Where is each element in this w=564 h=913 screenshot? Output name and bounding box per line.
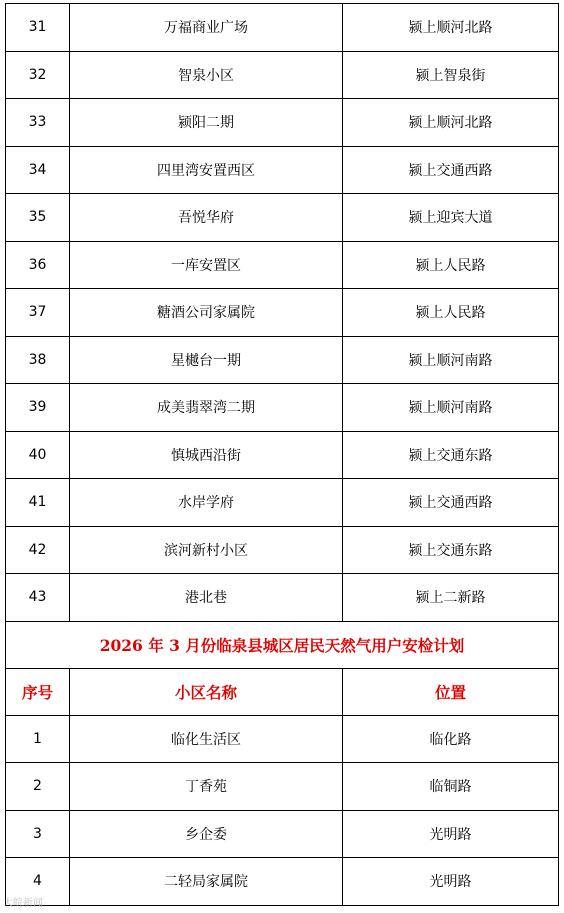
table-body-top bbox=[6, 4, 559, 622]
table-row bbox=[6, 763, 559, 811]
table-row bbox=[6, 51, 559, 99]
cell-location: 颍上智泉街 bbox=[343, 51, 559, 99]
cell-location: 临化路 bbox=[343, 715, 559, 763]
cell-no: 1 bbox=[6, 715, 70, 763]
table-row bbox=[6, 194, 559, 242]
cell-no: 4 bbox=[6, 858, 70, 906]
cell-name: 慎城西沿街 bbox=[70, 431, 343, 479]
cell-location: 光明路 bbox=[343, 810, 559, 858]
cell-location: 颍上交通西路 bbox=[343, 146, 559, 194]
cell-name: 一库安置区 bbox=[70, 241, 343, 289]
cell-no: 39 bbox=[6, 384, 70, 432]
cell-name: 二轻局家属院 bbox=[70, 858, 343, 906]
cell-no: 3 bbox=[6, 810, 70, 858]
cell-name: 颍阳二期 bbox=[70, 99, 343, 147]
table-row bbox=[6, 574, 559, 622]
section-title: 2026 年 3 月份临泉县城区居民天然气用户安检计划 bbox=[6, 621, 559, 668]
table-row bbox=[6, 858, 559, 906]
cell-name: 港北巷 bbox=[70, 574, 343, 622]
table-row bbox=[6, 4, 559, 52]
cell-location: 光明路 bbox=[343, 858, 559, 906]
table-body-bottom bbox=[6, 715, 559, 905]
cell-name: 水岸学府 bbox=[70, 479, 343, 527]
table-row bbox=[6, 431, 559, 479]
gas-inspection-table bbox=[5, 3, 559, 906]
cell-location: 颍上顺河南路 bbox=[343, 384, 559, 432]
cell-no: 31 bbox=[6, 4, 70, 52]
cell-no: 36 bbox=[6, 241, 70, 289]
cell-location: 颍上顺河北路 bbox=[343, 4, 559, 52]
table-row bbox=[6, 241, 559, 289]
cell-no: 34 bbox=[6, 146, 70, 194]
table-row bbox=[6, 810, 559, 858]
cell-name: 糖酒公司家属院 bbox=[70, 289, 343, 337]
table-row bbox=[6, 289, 559, 337]
section-title-row bbox=[6, 621, 559, 668]
cell-name: 四里湾安置西区 bbox=[70, 146, 343, 194]
cell-name: 乡企委 bbox=[70, 810, 343, 858]
cell-name: 滨河新村小区 bbox=[70, 526, 343, 574]
cell-location: 颍上交通东路 bbox=[343, 431, 559, 479]
cell-name: 星樾台一期 bbox=[70, 336, 343, 384]
cell-name: 智泉小区 bbox=[70, 51, 343, 99]
table-row bbox=[6, 99, 559, 147]
cell-name: 万福商业广场 bbox=[70, 4, 343, 52]
cell-name: 吾悦华府 bbox=[70, 194, 343, 242]
table-row bbox=[6, 479, 559, 527]
cell-location: 临铜路 bbox=[343, 763, 559, 811]
cell-no: 40 bbox=[6, 431, 70, 479]
header-name: 小区名称 bbox=[70, 668, 343, 715]
cell-no: 32 bbox=[6, 51, 70, 99]
cell-name: 丁香苑 bbox=[70, 763, 343, 811]
header-location: 位置 bbox=[343, 668, 559, 715]
section-header bbox=[6, 621, 559, 715]
cell-location: 颍上二新路 bbox=[343, 574, 559, 622]
table-row bbox=[6, 715, 559, 763]
table-row bbox=[6, 336, 559, 384]
cell-location: 颍上交通东路 bbox=[343, 526, 559, 574]
cell-no: 2 bbox=[6, 763, 70, 811]
cell-location: 颍上迎宾大道 bbox=[343, 194, 559, 242]
table-row bbox=[6, 526, 559, 574]
column-header-row bbox=[6, 668, 559, 715]
cell-location: 颍上顺河南路 bbox=[343, 336, 559, 384]
cell-no: 37 bbox=[6, 289, 70, 337]
cell-name: 成美翡翠湾二期 bbox=[70, 384, 343, 432]
cell-no: 43 bbox=[6, 574, 70, 622]
cell-location: 颍上交通西路 bbox=[343, 479, 559, 527]
cell-location: 颍上人民路 bbox=[343, 241, 559, 289]
cell-name: 临化生活区 bbox=[70, 715, 343, 763]
cell-no: 41 bbox=[6, 479, 70, 527]
table-row bbox=[6, 146, 559, 194]
cell-no: 33 bbox=[6, 99, 70, 147]
table-row bbox=[6, 384, 559, 432]
watermark: 大皖新闻 bbox=[3, 898, 43, 909]
cell-no: 35 bbox=[6, 194, 70, 242]
cell-no: 38 bbox=[6, 336, 70, 384]
cell-location: 颍上顺河北路 bbox=[343, 99, 559, 147]
cell-location: 颍上人民路 bbox=[343, 289, 559, 337]
cell-no: 42 bbox=[6, 526, 70, 574]
header-no: 序号 bbox=[6, 668, 70, 715]
